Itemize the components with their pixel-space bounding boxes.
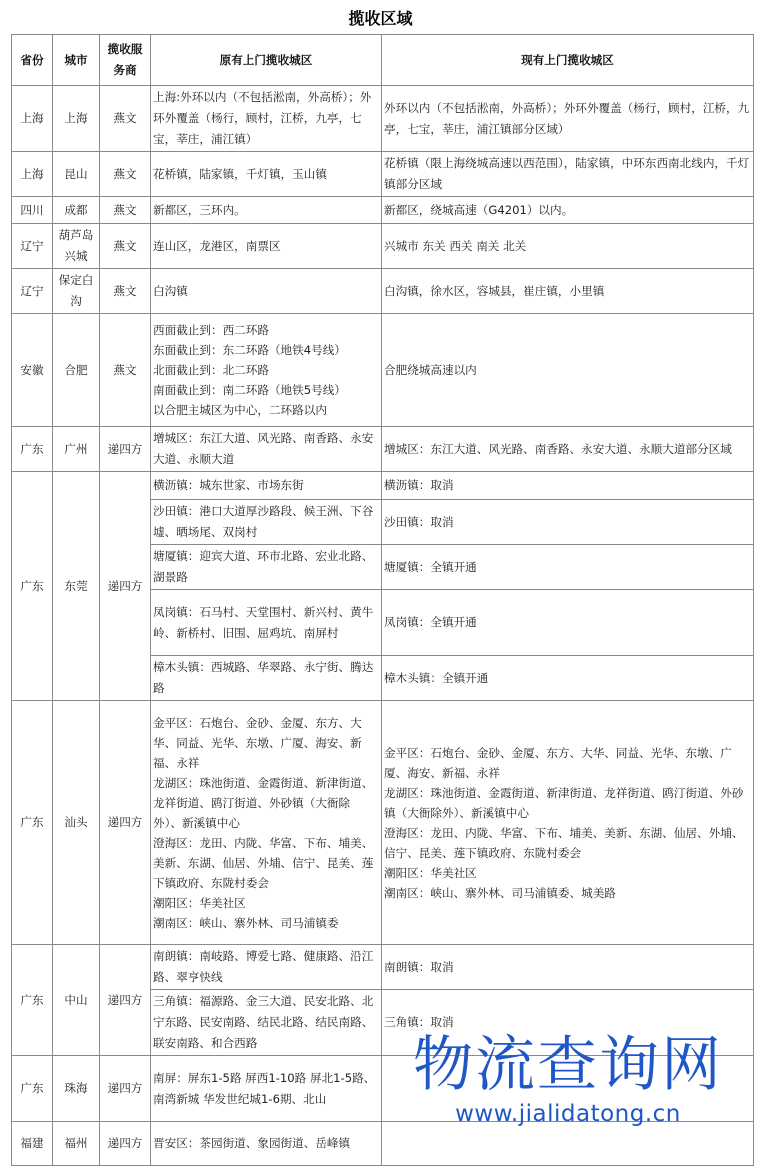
- city-cell: 葫芦岛兴城: [53, 224, 100, 269]
- header-provider: 揽收服务商: [100, 35, 151, 86]
- province-cell: 广东: [12, 945, 53, 1056]
- current-area-cell: 兴城市 东关 西关 南关 北关: [382, 224, 754, 269]
- table-row: [12, 701, 754, 945]
- header-city: 城市: [53, 35, 100, 86]
- current-area-cell: 樟木头镇：全镇开通: [382, 656, 754, 701]
- provider-cell: 燕文: [100, 197, 151, 224]
- city-cell: 珠海: [53, 1056, 100, 1122]
- provider-cell: 递四方: [100, 1056, 151, 1122]
- page-title: 揽收区域: [348, 9, 413, 28]
- city-cell: 昆山: [53, 152, 100, 197]
- province-cell: 广东: [12, 472, 53, 701]
- watermark-url: www.jialidatong.cn: [455, 1101, 681, 1127]
- current-area-cell: 凤岗镇：全镇开通: [382, 590, 754, 656]
- original-area-cell: 晋安区：茶园街道、象园街道、岳峰镇: [151, 1122, 382, 1166]
- city-cell: 合肥: [53, 314, 100, 427]
- city-cell: 广州: [53, 427, 100, 472]
- province-cell: 辽宁: [12, 269, 53, 314]
- province-cell: 广东: [12, 1056, 53, 1122]
- province-cell: 广东: [12, 701, 53, 945]
- province-cell: 安徽: [12, 314, 53, 427]
- header-original-area: 原有上门揽收城区: [151, 35, 382, 86]
- provider-cell: 燕文: [100, 269, 151, 314]
- current-area-cell: [382, 1056, 754, 1122]
- current-area-cell: 沙田镇：取消: [382, 500, 754, 545]
- table-row: [12, 427, 754, 472]
- provider-cell: 递四方: [100, 1122, 151, 1166]
- provider-cell: 燕文: [100, 224, 151, 269]
- provider-cell: 递四方: [100, 427, 151, 472]
- current-area-cell: 塘厦镇：全镇开通: [382, 545, 754, 590]
- city-cell: 保定白沟: [53, 269, 100, 314]
- current-area-cell: 南朗镇：取消: [382, 945, 754, 990]
- province-cell: 广东: [12, 427, 53, 472]
- current-area-cell: 三角镇：取消: [382, 990, 754, 1056]
- current-area-cell: 合肥绕城高速以内: [382, 314, 754, 427]
- table-row: [12, 1056, 754, 1122]
- table-row: [12, 472, 754, 500]
- city-cell: 中山: [53, 945, 100, 1056]
- city-cell: 上海: [53, 86, 100, 152]
- table-row: [12, 945, 754, 990]
- header-current-area: 现有上门揽收城区: [382, 35, 754, 86]
- original-area-cell: 凤岗镇：石马村、天堂围村、新兴村、黄牛岭、新桥村、旧围、屈鸡坑、南屏村: [151, 590, 382, 656]
- original-area-cell: 横沥镇：城东世家、市场东街: [151, 472, 382, 500]
- original-area-cell: 金平区：石炮台、金砂、金厦、东方、大华、同益、光华、东墩、广厦、海安、新福、永祥 龙湖区：珠池街道、金霞街道、新津街道、龙祥街道、鸥汀街道、外砂镇（大衙除外）、新溪镇中心 澄海区：龙田、内陇、华富、下布、埔美、美新、东湖、仙居、外埔、信宁、昆美、莲下镇政府、东陇村委会 潮阳区：华美社区 潮南区：峡山、寨外林、司马浦镇委: [151, 701, 382, 945]
- current-area-cell: 金平区：石炮台、金砂、金厦、东方、大华、同益、光华、东墩、广厦、海安、新福、永祥 龙湖区：珠池街道、金霞街道、新津街道、龙祥街道、鸥汀街道、外砂镇（大衙除外）、新溪镇中心 澄海区：龙田、内陇、华富、下布、埔美、美新、东湖、仙居、外埔、信宁、昆美、莲下镇政府、东陇村委会 潮阳区：华美社区 潮南区：峡山、寨外林、司马浦镇委、城美路: [382, 701, 754, 945]
- table-row: [12, 197, 754, 224]
- original-area-cell: 白沟镇: [151, 269, 382, 314]
- current-area-cell: 横沥镇：取消: [382, 472, 754, 500]
- original-area-cell: 新都区，三环内。: [151, 197, 382, 224]
- province-cell: 福建: [12, 1122, 53, 1166]
- city-cell: 福州: [53, 1122, 100, 1166]
- current-area-cell: 增城区：东江大道、风光路、南香路、永安大道、永顺大道部分区域: [382, 427, 754, 472]
- provider-cell: 燕文: [100, 314, 151, 427]
- table-row: [12, 224, 754, 269]
- current-area-cell: 白沟镇，徐水区，容城县，崔庄镇，小里镇: [382, 269, 754, 314]
- current-area-cell: 新都区，绕城高速（G4201）以内。: [382, 197, 754, 224]
- provider-cell: 递四方: [100, 701, 151, 945]
- city-cell: 汕头: [53, 701, 100, 945]
- original-area-cell: 南屏：屏东1-5路 屏西1-10路 屏北1-5路、南湾新城 华发世纪城1-6期、北山: [151, 1056, 382, 1122]
- original-area-cell: 西面截止到：西二环路 东面截止到：东二环路（地铁4号线） 北面截止到：北二环路 南面截止到：南二环路（地铁5号线） 以合肥主城区为中心，二环路以内: [151, 314, 382, 427]
- original-area-cell: 沙田镇：港口大道厚沙路段、候王洲、下谷墟、晒场尾、双岗村: [151, 500, 382, 545]
- provider-cell: 递四方: [100, 945, 151, 1056]
- table-row: [12, 86, 754, 152]
- province-cell: 上海: [12, 152, 53, 197]
- province-cell: 辽宁: [12, 224, 53, 269]
- header-row: [12, 35, 754, 86]
- table-row: [12, 314, 754, 427]
- city-cell: 成都: [53, 197, 100, 224]
- city-cell: 东莞: [53, 472, 100, 701]
- watermark-text: 物流查询网: [413, 1030, 723, 1100]
- original-area-cell: 上海:外环以内（不包括淞南，外高桥）；外环外覆盖（杨行，顾村，江桥，九亭，七宝，莘庄，浦江镇）: [151, 86, 382, 152]
- table-row: [12, 269, 754, 314]
- pickup-area-table: [11, 34, 754, 1166]
- current-area-cell: 花桥镇（限上海绕城高速以西范围），陆家镇，中环东西南北线内，千灯镇部分区域: [382, 152, 754, 197]
- provider-cell: 递四方: [100, 472, 151, 701]
- original-area-cell: 连山区，龙港区，南票区: [151, 224, 382, 269]
- original-area-cell: 樟木头镇：西城路、华翠路、永宁街、腾达路: [151, 656, 382, 701]
- province-cell: 上海: [12, 86, 53, 152]
- table-row: [12, 152, 754, 197]
- header-province: 省份: [12, 35, 53, 86]
- original-area-cell: 花桥镇，陆家镇，千灯镇，玉山镇: [151, 152, 382, 197]
- provider-cell: 燕文: [100, 152, 151, 197]
- provider-cell: 燕文: [100, 86, 151, 152]
- current-area-cell: 外环以内（不包括淞南，外高桥）；外环外覆盖（杨行，顾村，江桥，九亭，七宝，莘庄，浦江镇部分区域）: [382, 86, 754, 152]
- original-area-cell: 塘厦镇：迎宾大道、环市北路、宏业北路、湖景路: [151, 545, 382, 590]
- original-area-cell: 三角镇：福源路、金三大道、民安北路、北宁东路、民安南路、结民北路、结民南路、联安南路、和合西路: [151, 990, 382, 1056]
- original-area-cell: 南朗镇：南岐路、博爱七路、健康路、沿江路、翠亨快线: [151, 945, 382, 990]
- province-cell: 四川: [12, 197, 53, 224]
- original-area-cell: 增城区：东江大道、风光路、南香路、永安大道、永顺大道: [151, 427, 382, 472]
